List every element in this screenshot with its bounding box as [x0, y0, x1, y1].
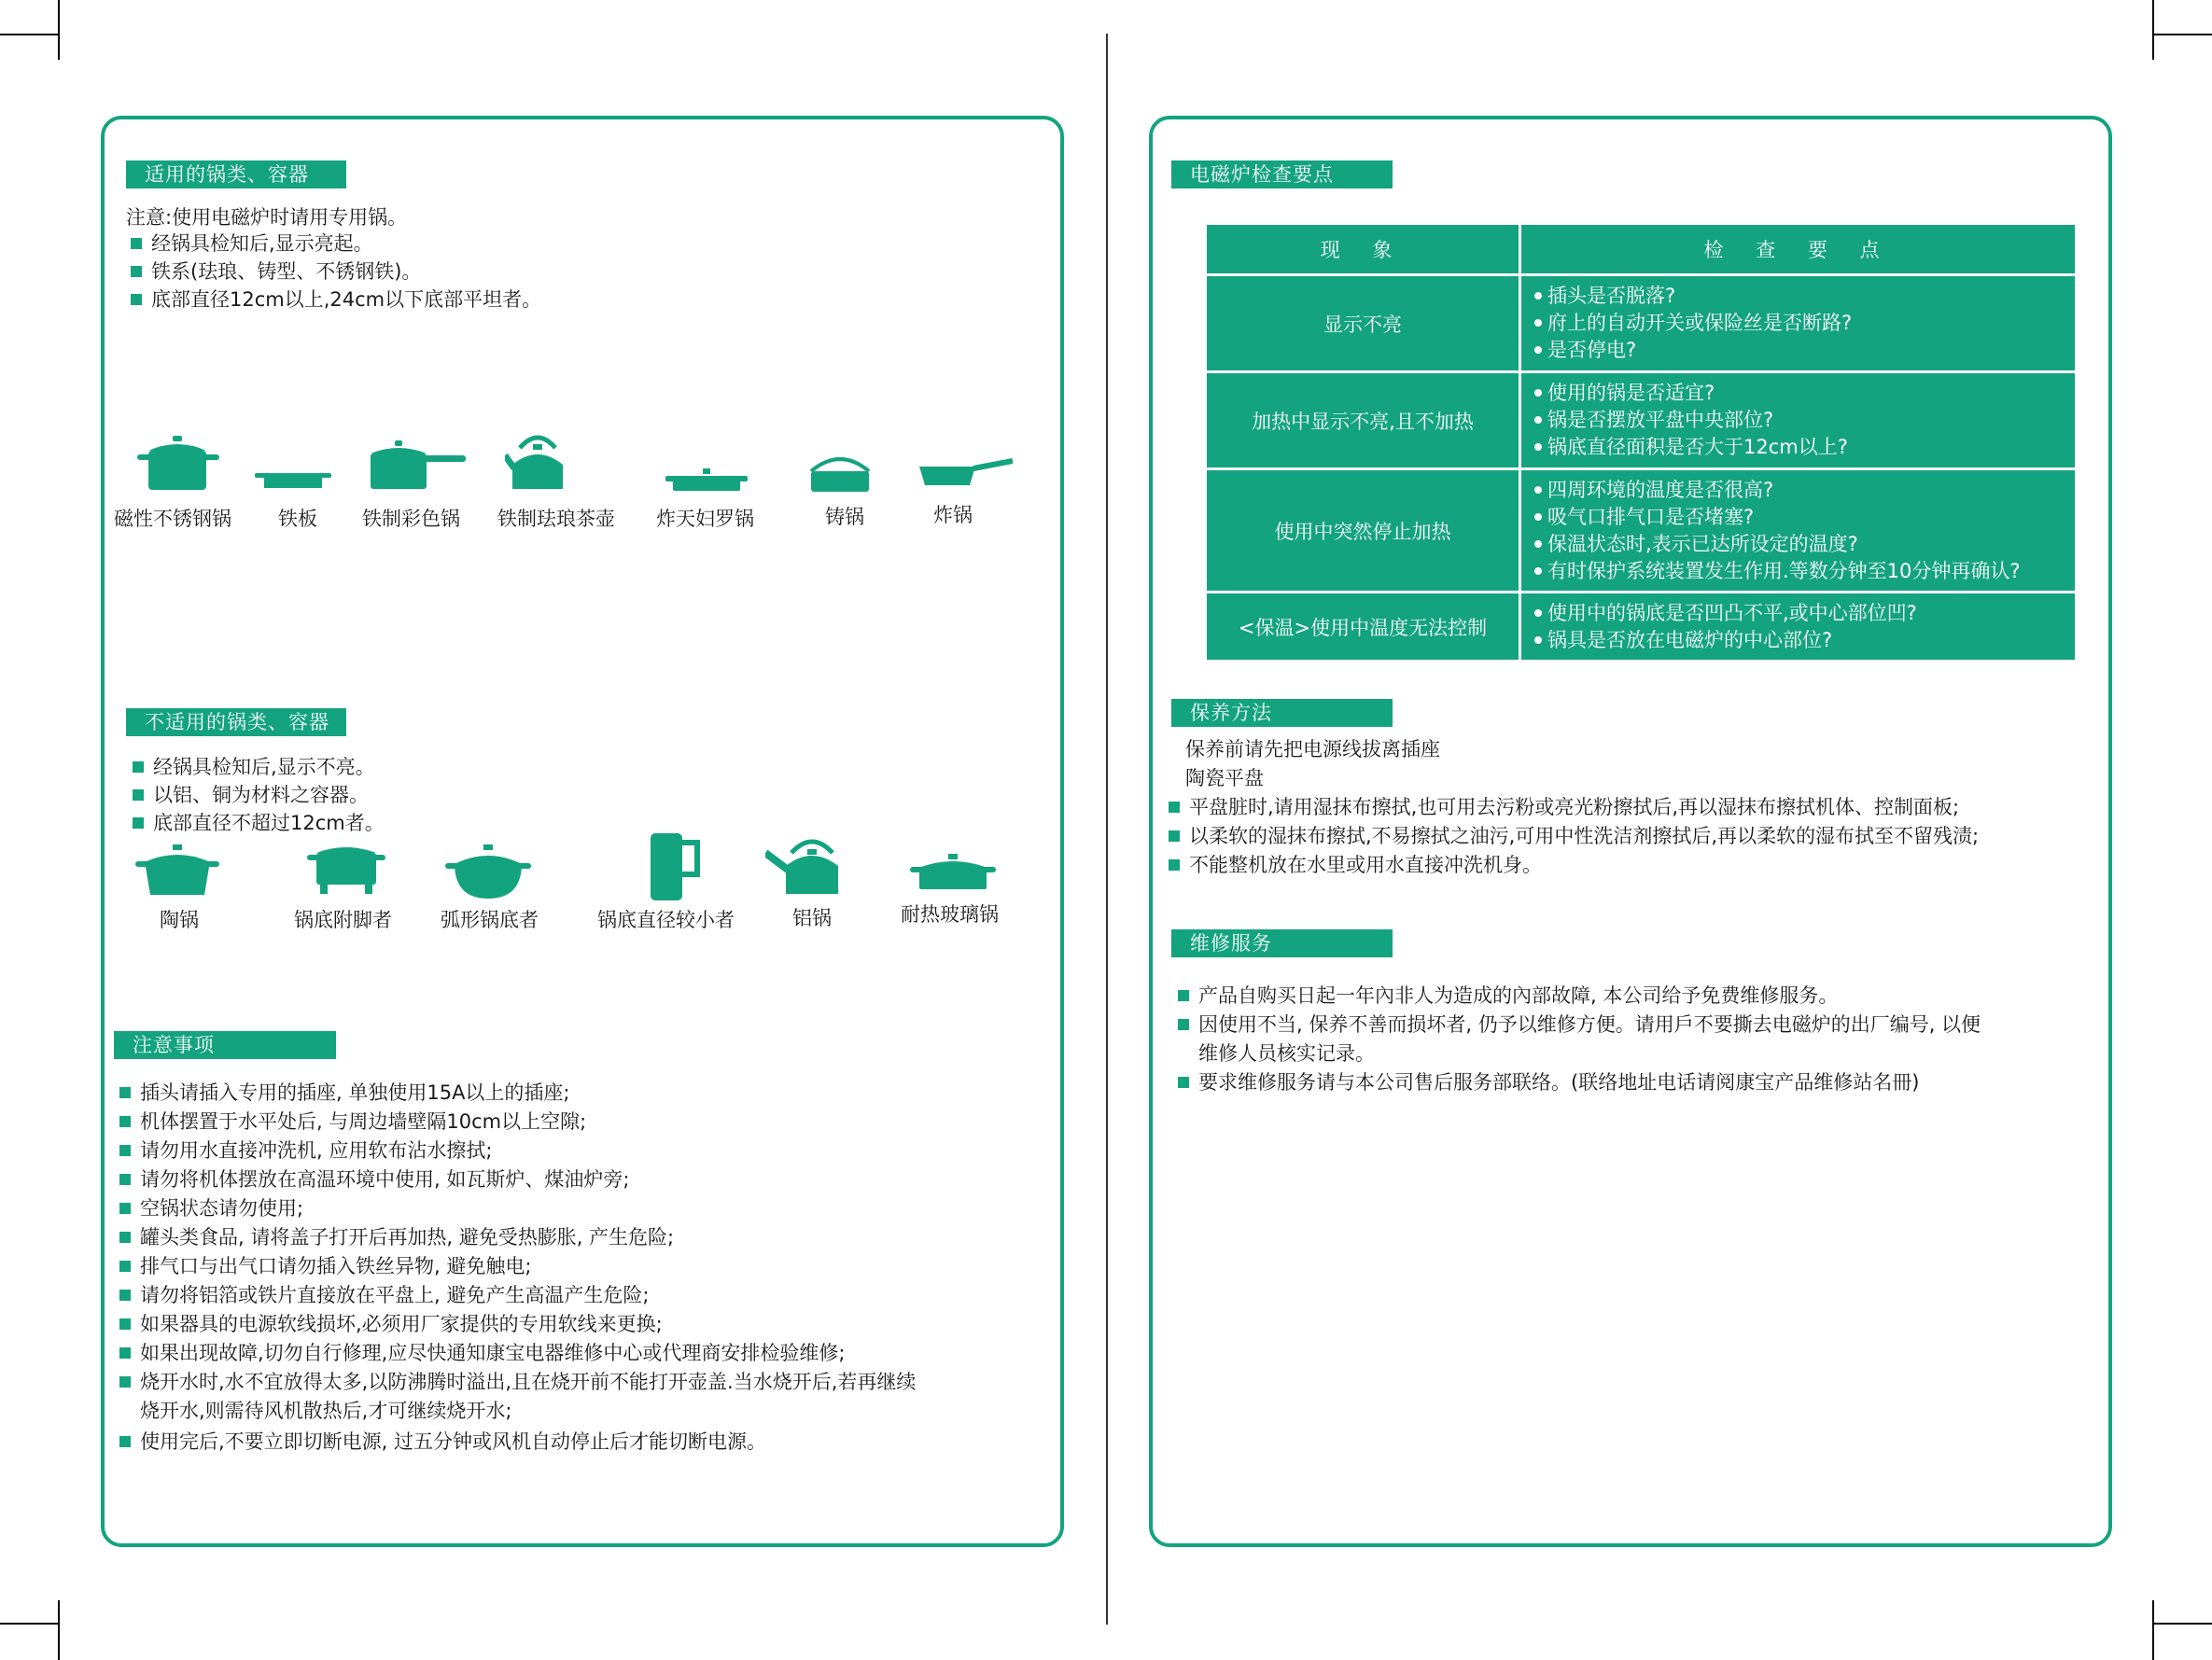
pot-label: 锅底直径较小者 — [597, 909, 735, 931]
maintenance-intro: 陶瓷平盘 — [1185, 767, 1264, 789]
table-row — [1206, 469, 2077, 593]
bullet-square-icon — [131, 266, 142, 277]
phenomenon-cell: 使用中突然停止加热 — [1206, 469, 1520, 593]
bullet-square-icon — [1178, 1077, 1189, 1088]
precaution-item: 插头请插入专用的插座, 单独使用15A以上的插座; — [119, 1079, 570, 1107]
bullet-square-icon — [131, 238, 142, 249]
bullet-square-icon — [119, 1318, 131, 1330]
bullet-square-icon — [131, 294, 142, 305]
bullet-dot-icon — [1534, 319, 1542, 327]
bullet-square-icon — [119, 1145, 131, 1156]
precaution-item-continuation: 烧开水,则需待风机散热后,才可继续烧开水; — [140, 1400, 512, 1422]
unsuitable-item: 经锅具检知后,显示不亮。 — [133, 753, 375, 781]
bullet-dot-icon — [1534, 389, 1542, 397]
pot-label: 弧形锅底者 — [441, 909, 539, 931]
bullet-square-icon — [119, 1261, 131, 1272]
page-fold-line — [1106, 34, 1108, 1625]
maintenance-intro: 保养前请先把电源线拔离插座 — [1185, 738, 1440, 760]
suitable-item: 底部直径12cm以上,24cm以下底部平坦者。 — [131, 286, 541, 314]
aluminum-kettle-icon — [765, 830, 851, 896]
bullet-square-icon — [119, 1087, 131, 1098]
bullet-square-icon — [119, 1376, 131, 1388]
bullet-dot-icon — [1534, 292, 1542, 300]
crop-mark — [0, 34, 60, 35]
precaution-item: 排气口与出气口请勿插入铁丝异物, 避免触电; — [119, 1252, 531, 1280]
crop-mark — [58, 0, 60, 60]
phenomenon-cell: <保温>使用中温度无法控制 — [1206, 593, 1520, 662]
unsuitable-item: 底部直径不超过12cm者。 — [133, 809, 385, 837]
bullet-dot-icon — [1534, 567, 1542, 575]
precaution-item: 使用完后,不要立即切断电源, 过五分钟或风机自动停止后才能切断电源。 — [119, 1428, 766, 1456]
bullet-dot-icon — [1534, 636, 1542, 644]
pot-label: 炸天妇罗锅 — [656, 508, 754, 530]
unsuitable-cookware-title: 不适用的锅类、容器 — [126, 708, 346, 736]
pot-label: 铸锅 — [825, 506, 864, 528]
pot-label: 铁板 — [278, 508, 317, 530]
check-points-cell: 使用中的锅底是否凹凸不平,或中心部位凹? 锅具是否放在电磁炉的中心部位? — [1520, 593, 2077, 662]
maintenance-item: 平盘脏时,请用湿抹布擦拭,也可用去污粉或亮光粉擦拭后,再以湿抹布擦拭机体、控制面板; — [1169, 793, 1959, 821]
bullet-square-icon — [119, 1436, 131, 1447]
kettle-icon — [505, 427, 570, 491]
ceramic-pot-icon — [135, 844, 219, 897]
suitable-item: 铁系(珐琅、铸型、不锈钢铁)。 — [131, 258, 421, 286]
cast-pot-icon — [807, 451, 873, 494]
pot-label: 铁制彩色锅 — [362, 508, 460, 530]
suitable-note: 注意:使用电磁炉时请用专用锅。 — [126, 206, 408, 229]
bullet-square-icon — [119, 1232, 131, 1243]
crop-mark — [0, 1623, 60, 1625]
precaution-item: 罐头类食品, 请将盖子打开后再加热, 避免受热膨胀, 产生危险; — [119, 1223, 674, 1251]
bullet-square-icon — [1169, 802, 1180, 813]
table-row — [1206, 275, 2077, 372]
check-points-title: 电磁炉检查要点 — [1171, 160, 1393, 188]
pot-label: 陶锅 — [160, 909, 199, 931]
bullet-square-icon — [119, 1290, 131, 1301]
precaution-item: 烧开水时,水不宜放得太多,以防沸腾时溢出,且在烧开前不能打开壶盖.当水烧开后,若再继续 — [119, 1368, 916, 1396]
service-item: 因使用不当, 保养不善而损坏者, 仍予以维修方便。请用戶不要撕去电磁炉的出厂编号, 以便 — [1178, 1011, 1981, 1039]
suitable-item: 经锅具检知后,显示亮起。 — [131, 230, 373, 258]
crop-mark — [2152, 1623, 2212, 1625]
bullet-square-icon — [1178, 990, 1189, 1001]
bullet-dot-icon — [1534, 540, 1542, 548]
pot-label: 锅底附脚者 — [294, 909, 392, 931]
precaution-item: 请勿将铝箔或铁片直接放在平盘上, 避免产生高温产生危险; — [119, 1281, 649, 1309]
repair-service-title: 维修服务 — [1171, 929, 1393, 957]
pot-label: 铁制珐琅茶壶 — [497, 508, 615, 530]
bullet-square-icon — [119, 1203, 131, 1214]
bullet-square-icon — [119, 1347, 131, 1359]
bullet-square-icon — [133, 789, 144, 801]
bullet-square-icon — [1169, 859, 1180, 871]
crop-mark — [2152, 34, 2212, 35]
column-header: 检 查 要 点 — [1520, 224, 2077, 275]
crop-mark — [2152, 0, 2154, 60]
precaution-item: 如果出现故障,切勿自行修理,应尽快通知康宝电器维修中心或代理商安排检验维修; — [119, 1339, 845, 1367]
footed-pot-icon — [307, 840, 385, 894]
precaution-item: 机体摆置于水平处后, 与周边墙壁隔10cm以上空隙; — [119, 1108, 586, 1136]
bullet-dot-icon — [1534, 609, 1542, 617]
table-row — [1206, 593, 2077, 662]
service-item: 要求维修服务请与本公司售后服务部联络。(联络地址电话请阅康宝产品维修站名冊) — [1178, 1068, 1919, 1096]
bullet-dot-icon — [1534, 486, 1542, 494]
maintenance-title: 保养方法 — [1171, 699, 1393, 727]
check-points-cell: 使用的锅是否适宜? 锅是否摆放平盘中央部位? 锅底直径面积是否大于12cm以上? — [1520, 372, 2077, 469]
check-points-table — [1204, 222, 2078, 663]
precaution-item: 请勿将机体摆放在高温环境中使用, 如瓦斯炉、煤油炉旁; — [119, 1165, 629, 1193]
round-bottom-pot-icon — [445, 844, 531, 899]
unsuitable-item: 以铝、铜为材料之容器。 — [133, 781, 369, 809]
glass-pot-icon — [910, 854, 996, 891]
phenomenon-cell: 显示不亮 — [1206, 275, 1520, 372]
precautions-title: 注意事项 — [114, 1031, 336, 1059]
precaution-item: 空锅状态请勿使用; — [119, 1194, 303, 1222]
bullet-square-icon — [119, 1174, 131, 1185]
pot-label: 铝锅 — [792, 907, 832, 929]
maintenance-item: 不能整机放在水里或用水直接冲洗机身。 — [1169, 851, 1542, 879]
pot-label: 炸锅 — [933, 504, 973, 526]
service-item-continuation: 维修人员核实记录。 — [1198, 1042, 1375, 1065]
column-header: 现 象 — [1206, 224, 1520, 275]
check-points-cell: 插头是否脱落? 府上的自动开关或保险丝是否断路? 是否停电? — [1520, 275, 2077, 372]
bullet-square-icon — [133, 761, 144, 773]
crop-mark — [58, 1600, 60, 1660]
bullet-dot-icon — [1534, 346, 1542, 354]
crop-mark — [2152, 1600, 2154, 1660]
bullet-square-icon — [133, 817, 144, 829]
bullet-dot-icon — [1534, 513, 1542, 521]
pot-label: 磁性不锈钢锅 — [114, 508, 231, 530]
stockpot-icon — [135, 434, 219, 492]
bullet-square-icon — [119, 1116, 131, 1127]
table-header-row — [1206, 224, 2077, 275]
precaution-item: 请勿用水直接冲洗机, 应用软布沾水擦拭; — [119, 1137, 492, 1165]
suitable-cookware-title: 适用的锅类、容器 — [126, 160, 346, 188]
saucepan-icon — [371, 439, 466, 491]
bullet-square-icon — [1178, 1019, 1189, 1030]
precaution-item: 如果器具的电源软线损坏,必须用厂家提供的专用软线来更换; — [119, 1310, 663, 1338]
table-row — [1206, 372, 2077, 469]
maintenance-item: 以柔软的湿抹布擦拭,不易擦拭之油污,可用中性洗洁剂擦拭后,再以柔软的湿布拭至不留残渍; — [1169, 822, 1979, 850]
pot-label: 耐热玻璃锅 — [901, 903, 999, 926]
service-item: 产品自购买日起一年內非人为造成的內部故障, 本公司给予免费维修服务。 — [1178, 982, 1838, 1010]
check-points-cell: 四周环境的温度是否很高? 吸气口排气口是否堵塞? 保温状态时,表示已达所设定的温度? 有时保护系统装置发生作用.等数分钟至10分钟再确认? — [1520, 469, 2077, 593]
frying-pan-icon — [919, 457, 1013, 487]
phenomenon-cell: 加热中显示不亮,且不加热 — [1206, 372, 1520, 469]
bullet-dot-icon — [1534, 443, 1542, 451]
iron-plate-icon — [255, 469, 331, 490]
narrow-pot-icon — [645, 833, 701, 900]
bullet-square-icon — [1169, 830, 1180, 842]
bullet-dot-icon — [1534, 416, 1542, 424]
tempura-pan-icon — [665, 467, 748, 493]
